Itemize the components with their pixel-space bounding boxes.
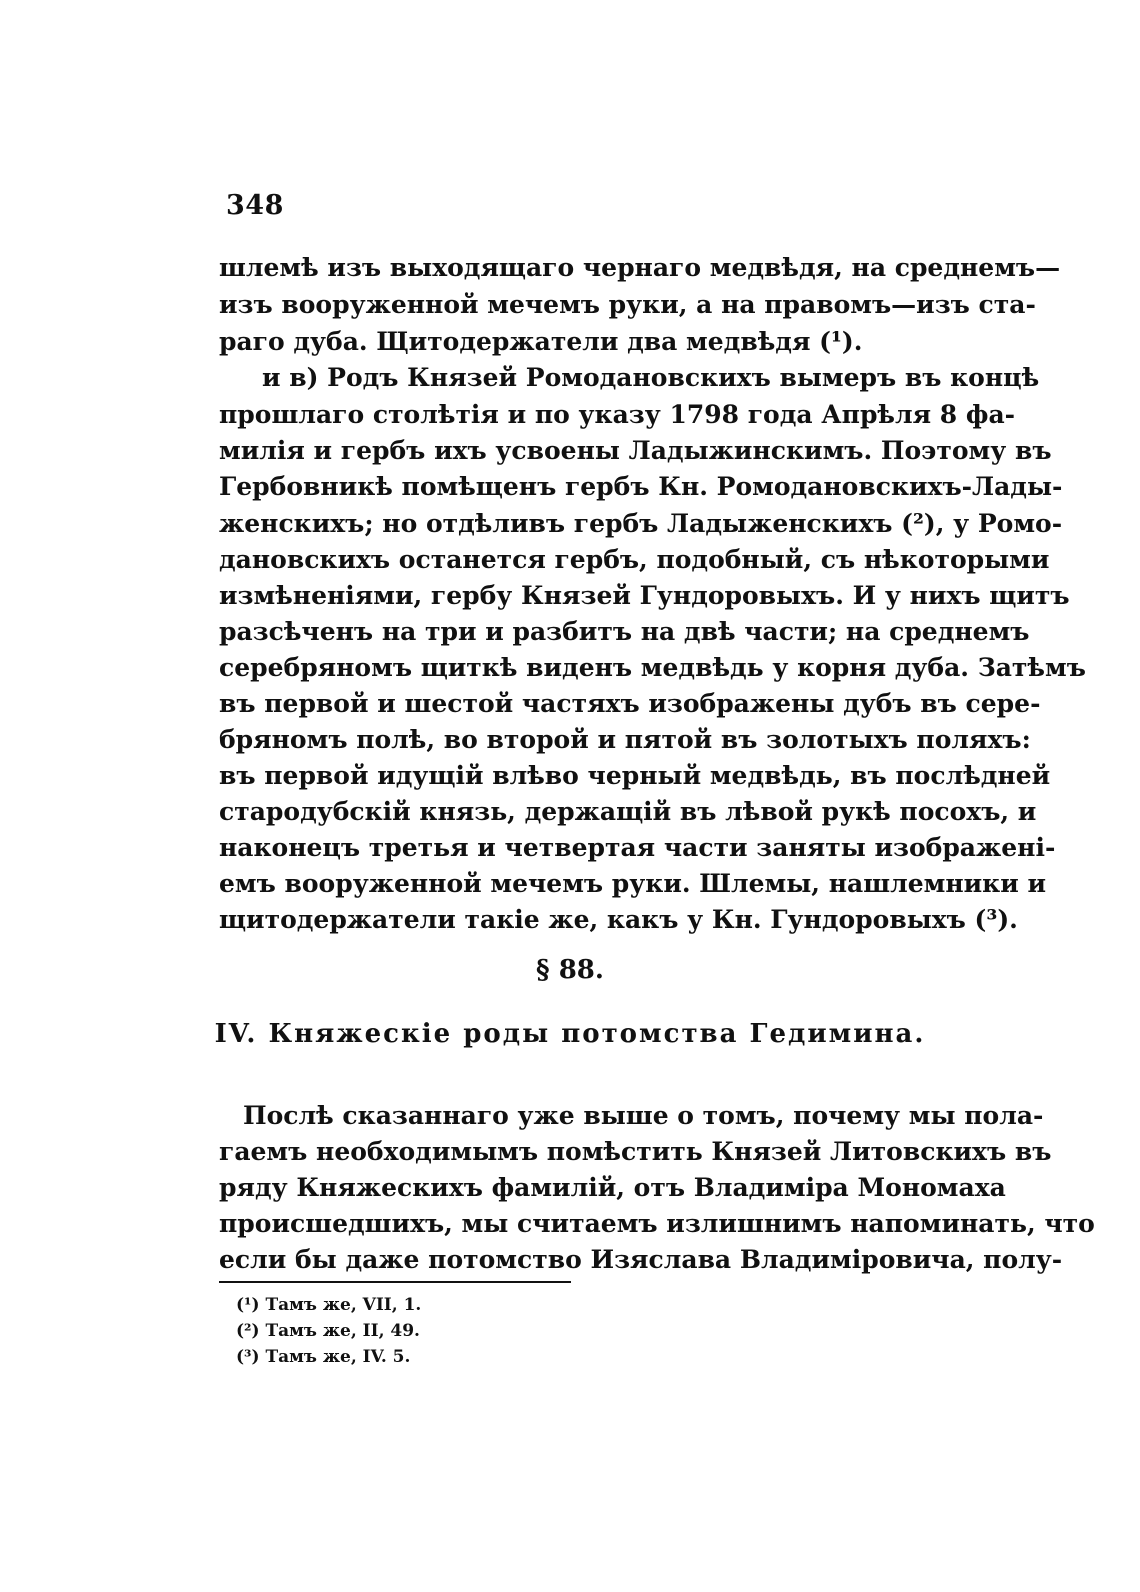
text-line: емъ вооруженной мечемъ руки. Шлемы, нашлемники и <box>219 869 1047 898</box>
page-number: 348 <box>226 190 284 221</box>
text-line: раго дуба. Щитодержатели два медвѣдя (¹). <box>219 327 863 356</box>
text-line: бряномъ полѣ, во второй и пятой въ золотыхъ поляхъ: <box>219 725 1031 754</box>
text-line: шлемѣ изъ выходящаго чернаго медвѣдя, на среднемъ— <box>219 253 1061 282</box>
section-number: § 88. <box>536 955 604 985</box>
text-line: стародубскій князь, держащій въ лѣвой рукѣ посохъ, и <box>219 797 1037 826</box>
text-line: изъ вооруженной мечемъ руки, а на правомъ—изъ ста- <box>219 290 1036 319</box>
text-line: женскихъ; но отдѣливъ гербъ Ладыженскихъ (²), у Ромо- <box>219 509 1063 538</box>
text-line: измѣненіями, гербу Князей Гундоровыхъ. И у нихъ щитъ <box>219 581 1070 610</box>
text-line: дановскихъ останется гербъ, подобный, съ нѣкоторыми <box>219 545 1050 574</box>
text-line: разсѣченъ на три и разбитъ на двѣ части; на среднемъ <box>219 617 1030 646</box>
footnote: (²) Тамъ же, II, 49. <box>236 1321 420 1341</box>
text-line: происшедшихъ, мы считаемъ излишнимъ напоминать, что <box>219 1209 1095 1238</box>
text-line: Гербовникѣ помѣщенъ гербъ Кн. Ромодановскихъ-Лады- <box>219 472 1063 501</box>
text-line: милія и гербъ ихъ усвоены Ладыжинскимъ. Поэтому въ <box>219 436 1052 465</box>
text-line: и в) Родъ Князей Ромодановскихъ вымеръ въ концѣ <box>262 363 1040 392</box>
text-line: въ первой идущій влѣво черный медвѣдь, въ послѣдней <box>219 761 1051 790</box>
text-line: если бы даже потомство Изяслава Владиміровича, полу- <box>219 1245 1063 1274</box>
text-line: наконецъ третья и четвертая части заняты изображені- <box>219 833 1056 862</box>
text-line: гаемъ необходимымъ помѣстить Князей Литовскихъ въ <box>219 1137 1052 1166</box>
text-line: серебряномъ щиткѣ виденъ медвѣдь у корня дуба. Затѣмъ <box>219 653 1086 682</box>
footnote: (¹) Тамъ же, VII, 1. <box>236 1295 422 1315</box>
footnote: (³) Тамъ же, IV. 5. <box>236 1347 411 1367</box>
section-heading: IV. Княжескіе роды потомства Гедимина. <box>214 1019 926 1049</box>
text-line: щитодержатели такіе же, какъ у Кн. Гундоровыхъ (³). <box>219 905 1018 934</box>
text-line: ряду Княжескихъ фамилій, отъ Владиміра Мономаха <box>219 1173 1006 1202</box>
text-line: въ первой и шестой частяхъ изображены дубъ въ сере- <box>219 689 1041 718</box>
text-line: Послѣ сказаннаго уже выше о томъ, почему мы пола- <box>243 1101 1044 1130</box>
text-line: прошлаго столѣтія и по указу 1798 года Апрѣля 8 фа- <box>219 400 1016 429</box>
footnote-divider <box>219 1281 571 1283</box>
